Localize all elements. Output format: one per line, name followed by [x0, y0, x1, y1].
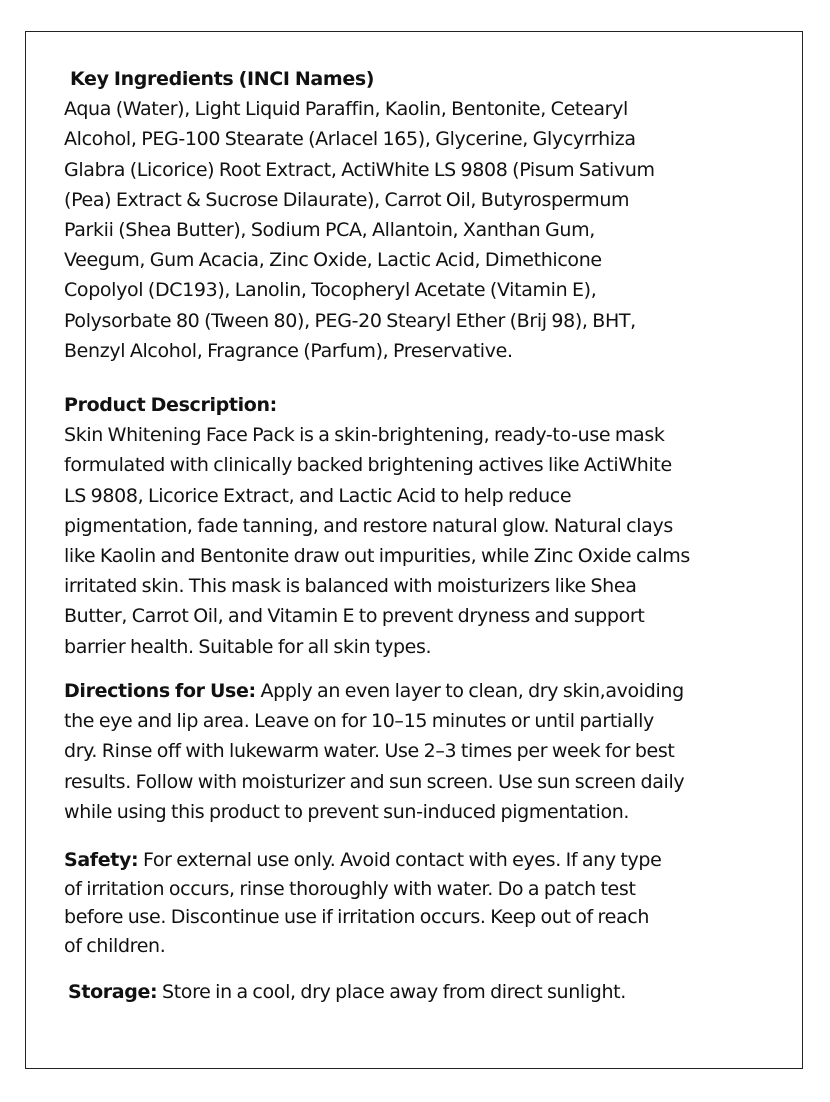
directions-line: results. Follow with moisturizer and sun screen. Use sun screen daily	[64, 770, 685, 793]
ingredients-section	[64, 64, 784, 366]
directions-line: while using this product to prevent sun-induced pigmentation.	[64, 800, 630, 823]
ingredients-line: Alcohol, PEG-100 Stearate (Arlacel 165), Glycerine, Glycyrrhiza	[64, 128, 636, 151]
directions-first-text: Apply an even layer to clean, dry skin,avoiding	[255, 680, 684, 702]
directions-first-line	[64, 676, 784, 706]
description-line: formulated with clinically backed brightening actives like ActiWhite	[64, 454, 672, 477]
ingredients-heading: Key Ingredients (INCI Names)	[70, 68, 375, 90]
storage-text: Store in a cool, dry place away from direct sunlight.	[157, 981, 626, 1003]
storage-section	[68, 977, 788, 1007]
ingredients-line: Parkii (Shea Butter), Sodium PCA, Allantoin, Xanthan Gum,	[64, 219, 595, 242]
description-line: Butter, Carrot Oil, and Vitamin E to prevent dryness and support	[64, 605, 645, 628]
description-line: barrier health. Suitable for all skin types.	[64, 635, 432, 658]
safety-first-line	[64, 846, 784, 875]
ingredients-line: (Pea) Extract & Sucrose Dilaurate), Carrot Oil, Butyrospermum	[64, 188, 630, 211]
directions-label: Directions for Use:	[64, 680, 256, 702]
ingredients-line: Polysorbate 80 (Tween 80), PEG-20 Stearyl Ether (Brij 98), BHT,	[64, 309, 636, 332]
description-line: pigmentation, fade tanning, and restore natural glow. Natural clays	[64, 514, 673, 537]
ingredients-line: Veegum, Gum Acacia, Zinc Oxide, Lactic Acid, Dimethicone	[64, 249, 602, 272]
directions-section	[64, 676, 784, 827]
ingredients-line: Benzyl Alcohol, Fragrance (Parfum), Preservative.	[64, 339, 513, 362]
description-section	[64, 390, 784, 662]
safety-first-text: For external use only. Avoid contact with eyes. If any type	[138, 849, 662, 871]
description-line: like Kaolin and Bentonite draw out impurities, while Zinc Oxide calms	[64, 545, 690, 568]
directions-line: the eye and lip area. Leave on for 10–15 minutes or until partially	[64, 710, 654, 733]
description-line: Skin Whitening Face Pack is a skin-brightening, ready-to-use mask	[64, 424, 665, 447]
ingredients-line: Glabra (Licorice) Root Extract, ActiWhite LS 9808 (Pisum Sativum	[64, 158, 655, 181]
safety-line: of children.	[64, 934, 166, 957]
description-line: LS 9808, Licorice Extract, and Lactic Acid to help reduce	[64, 484, 572, 507]
safety-section	[64, 846, 784, 960]
description-line: irritated skin. This mask is balanced with moisturizers like Shea	[64, 575, 637, 598]
safety-line: before use. Discontinue use if irritation occurs. Keep out of reach	[64, 906, 650, 928]
safety-line: of irritation occurs, rinse thoroughly with water. Do a patch test	[64, 877, 636, 900]
storage-label: Storage:	[68, 981, 158, 1003]
description-heading: Product Description:	[64, 394, 277, 416]
directions-line: dry. Rinse off with lukewarm water. Use 2–3 times per week for best	[64, 740, 675, 763]
ingredients-line: Aqua (Water), Light Liquid Paraffin, Kaolin, Bentonite, Cetearyl	[64, 98, 628, 121]
ingredients-line: Copolyol (DC193), Lanolin, Tocopheryl Acetate (Vitamin E),	[64, 279, 597, 302]
safety-label: Safety:	[64, 849, 139, 871]
storage-line	[68, 977, 788, 1007]
